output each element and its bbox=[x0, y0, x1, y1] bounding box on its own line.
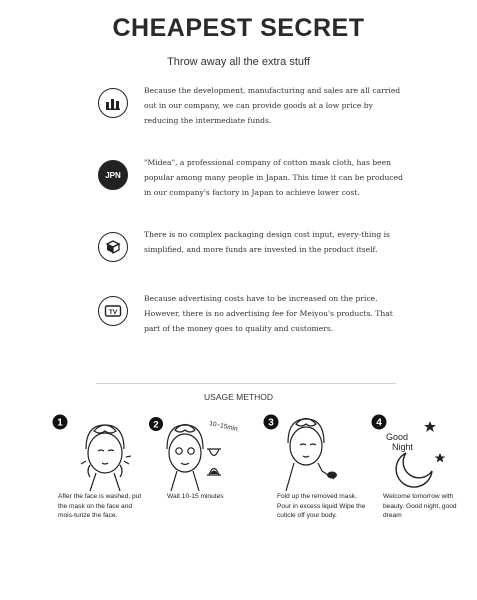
tv-icon bbox=[98, 296, 128, 326]
usage-step-3 bbox=[260, 413, 360, 493]
japan-badge-icon bbox=[98, 160, 128, 190]
page-title: CHEAPEST SECRET bbox=[112, 14, 365, 42]
factory-icon bbox=[98, 88, 128, 118]
step-caption: Welcome tomorrow with beauty. Good night, good dream bbox=[383, 493, 457, 520]
feature-text: There is no complex packaging design cost input, every-thing is simplified, and more funds are invested in the product itself. bbox=[144, 230, 390, 254]
timer-label: 10~15min. bbox=[208, 420, 240, 434]
feature-text: Because the development, manufacturing and sales are all carried out in our company, we can provide goods at a low price by reducing the intermediate funds. bbox=[144, 86, 401, 125]
step-caption: After the face is washed, put the mask on the face and mois-turize the face. bbox=[58, 493, 142, 520]
step-number: 3 bbox=[268, 417, 274, 429]
usage-step-2 bbox=[147, 413, 247, 493]
star-icon bbox=[435, 453, 446, 463]
feature-text: "Midea", a professional company of cotton mask cloth, has been popular among many people in Japan. This time it can be produced in our company's factory in Japan to achieve lower cost. bbox=[144, 158, 403, 197]
section-divider bbox=[96, 383, 396, 384]
badge-label: TV bbox=[108, 309, 118, 316]
wipe-body-illustration bbox=[260, 413, 360, 493]
greeting-line-1: Good bbox=[386, 432, 409, 442]
step-number: 2 bbox=[153, 419, 159, 431]
step-number: 4 bbox=[376, 417, 382, 429]
greeting-line-2: Night bbox=[392, 442, 414, 452]
timer-illustration bbox=[147, 413, 257, 493]
step-caption: Wait 10-15 minutes bbox=[167, 493, 224, 500]
page-subtitle: Throw away all the extra stuff bbox=[167, 56, 310, 68]
step-number: 1 bbox=[57, 417, 63, 429]
badge-label: JPN bbox=[105, 170, 121, 180]
good-night-illustration bbox=[368, 413, 458, 493]
usage-title: USAGE METHOD bbox=[204, 392, 273, 402]
feature-text: Because advertising costs have to be increased on the price. However, there is no advertising fee for Meiyou's products. That part of the money goes to quality and customers. bbox=[144, 294, 393, 333]
usage-step-4 bbox=[368, 413, 468, 493]
package-box-icon bbox=[98, 232, 128, 262]
moon-icon bbox=[396, 453, 432, 487]
usage-step-1 bbox=[50, 413, 150, 493]
face-mask-illustration bbox=[50, 413, 150, 493]
step-caption: Fold up the removed mask. Pour in excess liquid Wipe the cuticle off your body. bbox=[277, 493, 366, 520]
star-icon bbox=[424, 421, 436, 432]
